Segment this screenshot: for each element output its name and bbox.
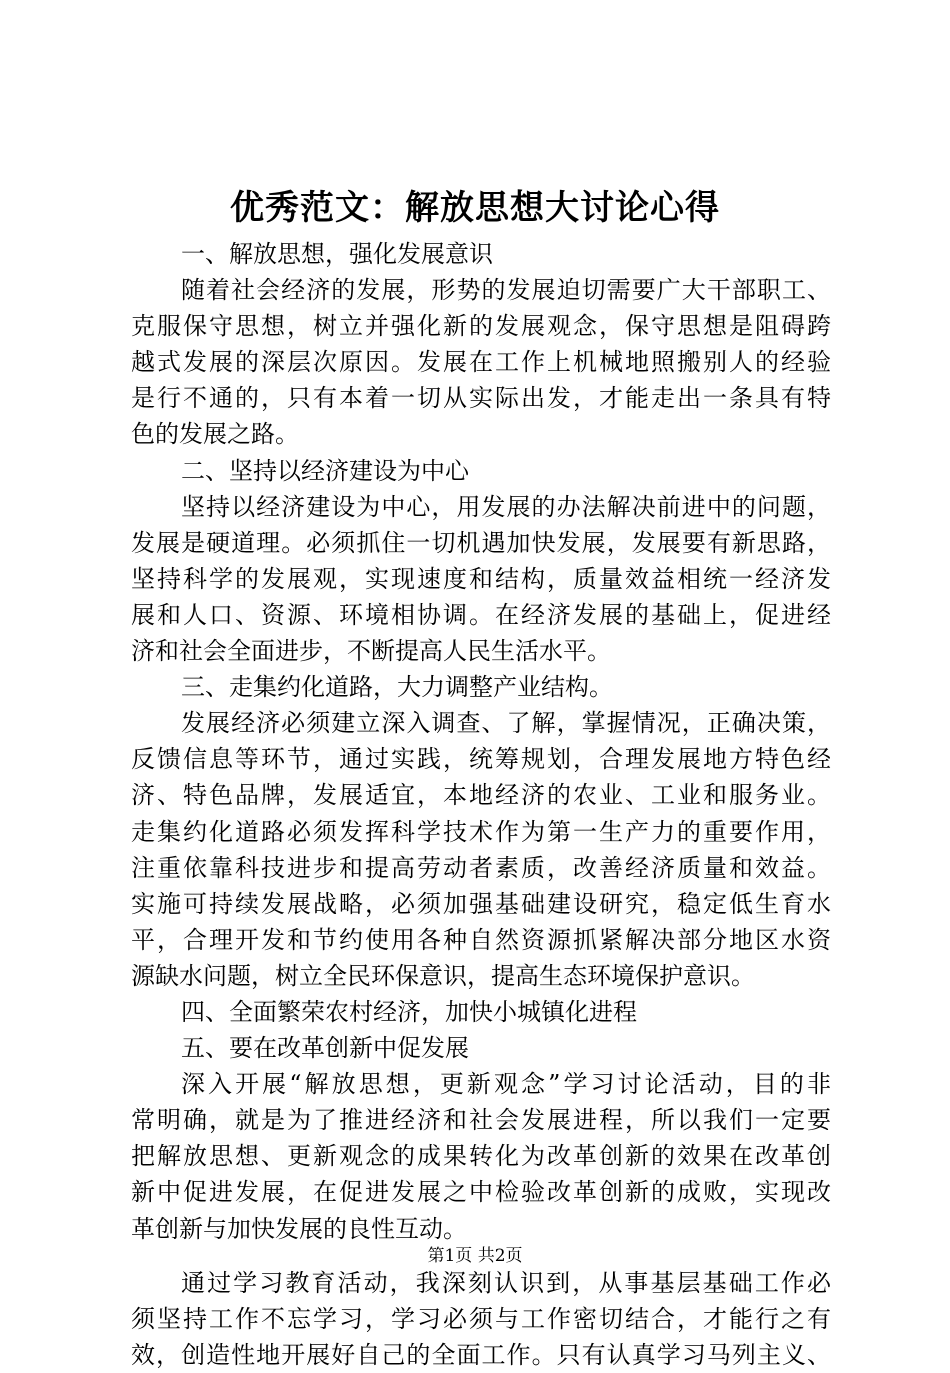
text-line: 源缺水问题，树立全民环保意识，提高生态环境保护意识。 [131, 961, 755, 990]
text-line: 须坚持工作不忘学习，学习必须与工作密切结合，才能行之有 [131, 1304, 831, 1333]
text-line: 通过学习教育活动，我深刻认识到，从事基层基础工作必 [181, 1268, 831, 1297]
text-line: 发展是硬道理。必须抓住一切机遇加快发展，发展要有新思路， [131, 528, 831, 557]
text-line: 革创新与加快发展的良性互动。 [131, 1214, 467, 1243]
text-line: 展和人口、资源、环境相协调。在经济发展的基础上，促进经 [131, 600, 831, 629]
page-footer: 第1页 共2页 [427, 1246, 523, 1266]
text-line: 注重依靠科技进步和提高劳动者素质，改善经济质量和效益。 [131, 853, 831, 882]
text-line: 新中促进发展，在促进发展之中检验改革创新的成败，实现改 [131, 1178, 831, 1207]
text-line: 发展经济必须建立深入调查、了解，掌握情况，正确决策， [181, 709, 831, 738]
text-line: 一、解放思想，强化发展意识 [181, 240, 493, 268]
text-line: 随着社会经济的发展，形势的发展迫切需要广大干部职工、 [181, 276, 831, 305]
text-line: 效，创造性地开展好自己的全面工作。只有认真学习马列主义、 [131, 1340, 831, 1369]
text-line: 常明确，就是为了推进经济和社会发展进程，所以我们一定要 [131, 1106, 831, 1135]
text-line: 反馈信息等环节，通过实践，统筹规划，合理发展地方特色经 [131, 745, 831, 774]
text-line: 五、要在改革创新中促发展 [181, 1034, 469, 1063]
text-line: 四、全面繁荣农村经济，加快小城镇化进程 [181, 997, 637, 1026]
text-line: 是行不通的，只有本着一切从实际出发，才能走出一条具有特 [131, 384, 831, 413]
document-title: 优秀范文：解放思想大讨论心得 [230, 188, 720, 228]
text-line: 济和社会全面进步，不断提高人民生活水平。 [131, 637, 611, 666]
text-line: 二、坚持以经济建设为中心 [181, 456, 469, 485]
text-line: 把解放思想、更新观念的成果转化为改革创新的效果在改革创 [131, 1142, 831, 1171]
document-body [131, 236, 831, 1373]
text-line: 济、特色品牌，发展适宜，本地经济的农业、工业和服务业。 [131, 781, 831, 810]
text-line: 越式发展的深层次原因。发展在工作上机械地照搬别人的经验 [131, 348, 831, 377]
text-line: 走集约化道路必须发挥科学技术作为第一生产力的重要作用， [131, 817, 831, 846]
text-line: 坚持以经济建设为中心，用发展的办法解决前进中的问题， [181, 492, 831, 521]
text-line: 实施可持续发展战略，必须加强基础建设研究，稳定低生育水 [131, 889, 831, 918]
text-line: 坚持科学的发展观，实现速度和结构，质量效益相统一经济发 [131, 564, 831, 593]
text-line: 平，合理开发和节约使用各种自然资源抓紧解决部分地区水资 [131, 925, 831, 954]
text-line: 克服保守思想，树立并强化新的发展观念，保守思想是阻碍跨 [131, 312, 831, 341]
text-line: 深入开展“解放思想，更新观念”学习讨论活动，目的非 [181, 1070, 831, 1099]
text-line: 色的发展之路。 [131, 420, 299, 449]
text-line: 三、走集约化道路，大力调整产业结构。 [181, 673, 613, 702]
